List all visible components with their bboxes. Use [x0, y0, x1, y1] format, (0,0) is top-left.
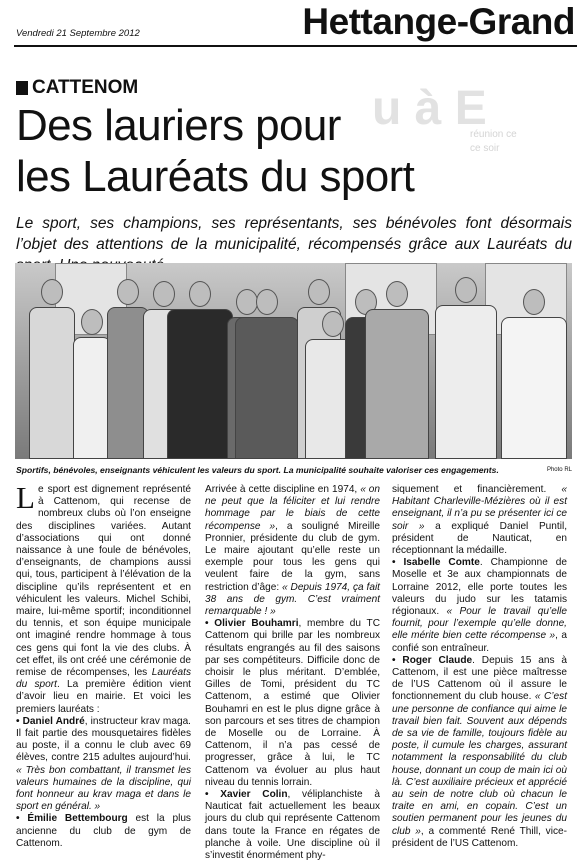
paragraph-text: , a confié son entraîneur.: [392, 630, 567, 654]
photo-person: [365, 281, 429, 459]
article-body: [16, 480, 572, 862]
paragraph-text: , membre du TC Cattenom qui brille par les nombreux résultats engrangés au fil des saisons par ses compétiteurs. Difficile donc de choisir le plus méritant. D’emblée, Gilles de Tomi, président du TC Cattenom, a estimé que Olivier Bouhamri en est le plus digne grâce à son parcours et ses titres de champion de Moselle ou de Lorraine. À Cattenom, il n’a pas cessé de progresser, grâce à lui, le TC Cattenom va évoluer au plus haut niveau du tennis lorrain.: [205, 618, 380, 788]
photo-person: [501, 289, 567, 459]
quote-text: « Habitant Charleville-Mézières où il est enseignant, il n’a pu se présenter ici ce soir »: [392, 484, 567, 532]
group-photo: [15, 263, 572, 459]
photo-caption: [16, 463, 572, 477]
background-ad-small: réunion ce ce soir: [470, 129, 517, 154]
quote-text: « Pour le travail qu’elle fournit, pour l’exemple qu’elle donne, elle mérite bien cette récompense »: [392, 606, 567, 642]
drop-cap: L: [16, 480, 35, 515]
paragraph-text: . Championne de Moselle et 3e aux championnats de Lorraine 2012, elle porte toutes les valeurs du judo sur les tatamis régionaux.: [392, 557, 567, 618]
photo-credit: Photo RL: [546, 467, 572, 473]
section-town-title: Hettange-Grand: [302, 1, 575, 42]
quote-text: « Depuis 1974, ça fait 38 ans de gym. C’est vraiment remarquable ! »: [205, 581, 380, 618]
photo-person: [435, 277, 497, 459]
paragraph-italic: Lauréats du sport: [16, 667, 191, 691]
paragraph-text: Arrivée à cette discipline en 1974,: [205, 484, 358, 495]
quote-text: « Très bon combattant, il transmet les valeurs humaines de la discipline, qui font honneur au krav maga et dans le sport en général. »: [16, 764, 191, 813]
paragraph-text: , a souligné Mireille Pronnier, présidente du club de gym. Le maire ajoutant qu’elle reste un exemple pour tous les gens qui veulent faire de la gym, sans restriction d’âge:: [205, 520, 380, 593]
laureate-name: • Daniel André: [16, 715, 85, 727]
paragraph-text: est la plus ancienne du club de gym de Cattenom.: [16, 813, 191, 849]
header-rule: [14, 45, 577, 47]
paragraph-text: a expliqué Daniel Puntil, président de Nauticat, en réceptionnant la médaille.: [392, 520, 567, 557]
paragraph-text: . Depuis 15 ans à Cattenom, il est une pièce maîtresse de l’US Cattenom où il assure le fonctionnement du club house.: [392, 654, 567, 703]
rubric: [16, 77, 138, 99]
paragraph-text: . La première édition vient d’avoir lieu en mairie. Et voici les premiers lauréats :: [16, 679, 191, 715]
article-column-2: [205, 484, 380, 862]
rubric-label: CATTENOM: [32, 77, 139, 98]
paragraph-text: , instructeur krav maga. Il fait partie des mousquetaires fidèles au poste, il a connu le club avec 69 élèves, contre 215 adultes aujourd’hui.: [16, 715, 191, 764]
lede: Le sport, ses champions, ses représentants, ses bénévoles font désormais l’objet des attentions de la municipalité, récompensés grâce aux Lauréats du: [16, 215, 572, 253]
photo-caption-text: Sportifs, bénévoles, enseignants véhiculent les valeurs du sport. La municipalité souhaite valoriser ces engagements.: [16, 465, 499, 475]
photo-person: [167, 281, 233, 459]
article-column-3: [392, 484, 567, 850]
paragraph-text: siquement et financièrement.: [392, 484, 547, 495]
paragraph-text: , a commenté René Thill, vice-président de l’US Cattenom.: [392, 825, 567, 849]
background-ad-text: u à E: [372, 82, 487, 135]
paragraph-text: , véliplanchiste à Nauticat fait actuellement les beaux jours du club qui représente Cattenom dans toute la France en régates de planche à voile. Une discipline où il s’investit énormément phy-: [205, 789, 380, 862]
photo-person: [235, 289, 299, 459]
quote-text: « on ne peut que la féliciter et lui rendre hommage par le biais de cette récompense »: [205, 484, 380, 532]
laureate-name: • Isabelle Comte: [392, 557, 480, 569]
photo-person: [29, 279, 75, 459]
headline-line-2: les Lauréats du sport: [16, 152, 415, 201]
article-column-1: [16, 480, 191, 850]
headline-line-1: Des lauriers pour: [16, 101, 341, 150]
laureate-name: • Roger Claude: [392, 654, 473, 666]
quote-text: « C’est une personne de confiance qui aime le travail bien fait. Souvent aux dépends de sa vie de famille, toujours fidèle au poste, il cumule les charges, assurant notamment la responsabilité du club house, donnant un coup de main ici où là. C’est auxiliaire précieux et apprécié au sein de notre club où chacun le traite en ami, en copain. C’est un soutien permanent pour les jeunes du club »: [392, 691, 567, 837]
rubric-square-icon: [16, 81, 28, 95]
laureate-name: • Olivier Bouhamri: [205, 618, 299, 630]
paragraph-text: e sport est dignement représenté à Cattenom, qui recense de nombreux clubs où l’on enseigne des disciplines variées. Autant d’associations qui ont donné naissance à une foule de bénévoles, d’enseignants, de champions aussi qui, tous, participent à l’élévation de la discipline qu’ils représentent et en véhiculent les valeurs. Michel Schibi, maire, lui-même sportif; inconditionnel du tennis, et son équipe municipale ont imaginé rendre hommage à tous ces gens qui font la vie des clubs. À cet effet, ils ont créé une cérémonie de remise de récompenses, les: [16, 484, 191, 679]
headline: [16, 100, 576, 202]
laureate-name: • Xavier Colin: [205, 789, 288, 801]
issue-date: Vendredi 21 Septembre 2012: [16, 28, 140, 39]
laureate-name: • Émilie Bettembourg: [16, 813, 128, 825]
photo-person: [73, 309, 111, 459]
